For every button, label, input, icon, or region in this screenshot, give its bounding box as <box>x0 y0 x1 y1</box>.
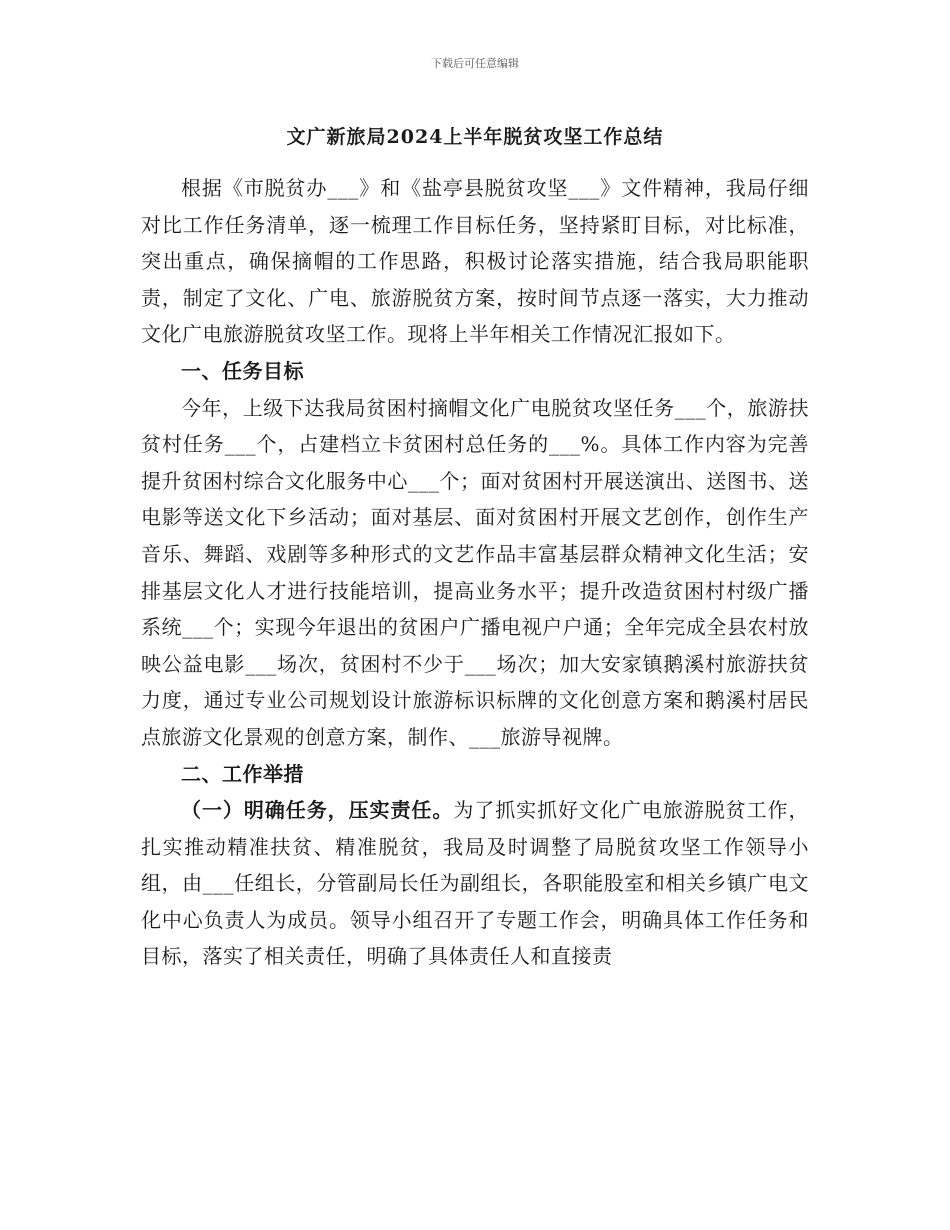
section-heading-work-measures: 二、工作举措 <box>181 761 304 786</box>
intro-paragraph: 根据《市脱贫办___》和《盐亭县脱贫攻坚___》文件精神，我局仔细对比工作任务清单，逐一梳理工作目标任务，坚持紧盯目标，对比标准，突出重点，确保摘帽的工作思路，积极讨论落实措施，结合我局职能职责，制定了文化、广电、旅游脱贫方案，按时间节点逐一落实，大力推动文化广电旅游脱贫攻坚工作。现将上半年相关工作情况汇报如下。 <box>141 176 809 347</box>
measure-one-body: 为了抓实抓好文化广电旅游脱贫工作，扎实推动精准扶贫、精准脱贫，我局及时调整了局脱贫攻坚工作领导小组，由___任组长，分管副局长任为副组长，各职能股室和相关乡镇广电文化中心负责人为成员。领导小组召开了专题工作会，明确具体工作任务和目标，落实了相关责任，明确了具体责任人和直接责 <box>141 798 810 969</box>
measure-one-paragraph <box>141 792 809 975</box>
document-title: 文广新旅局2024上半年脱贫攻坚工作总结 <box>286 126 664 148</box>
task-goals-paragraph: 今年，上级下达我局贫困村摘帽文化广电脱贫攻坚任务___个，旅游扶贫村任务___个，占建档立卡贫困村总任务的___%。具体工作内容为完善提升贫困村综合文化服务中心___个；面对贫困村开展送演出、送图书、送电影等送文化下乡活动；面对基层、面对贫困村开展文艺创作，创作生产音乐、舞蹈、戏剧等多种形式的文艺作品丰富基层群众精神文化生活；安排基层文化人才进行技能培训，提高业务水平；提升改造贫困村村级广播系统___个；实现今年退出的贫困户广播电视户户通；全年完成全县农村放映公益电影___场次，贫困村不少于___场次；加大安家镇鹅溪村旅游扶贫力度，通过专业公司规划设计旅游标识标牌的文化创意方案和鹅溪村居民点旅游文化景观的创意方案，制作、___旅游导视牌。 <box>141 395 809 749</box>
header-note: 下载后可任意编辑 <box>431 57 519 70</box>
document-body <box>141 170 809 975</box>
measure-one-lead: （一）明确任务，压实责任。 <box>181 798 454 823</box>
section-heading-task-goals: 一、任务目标 <box>181 358 304 383</box>
